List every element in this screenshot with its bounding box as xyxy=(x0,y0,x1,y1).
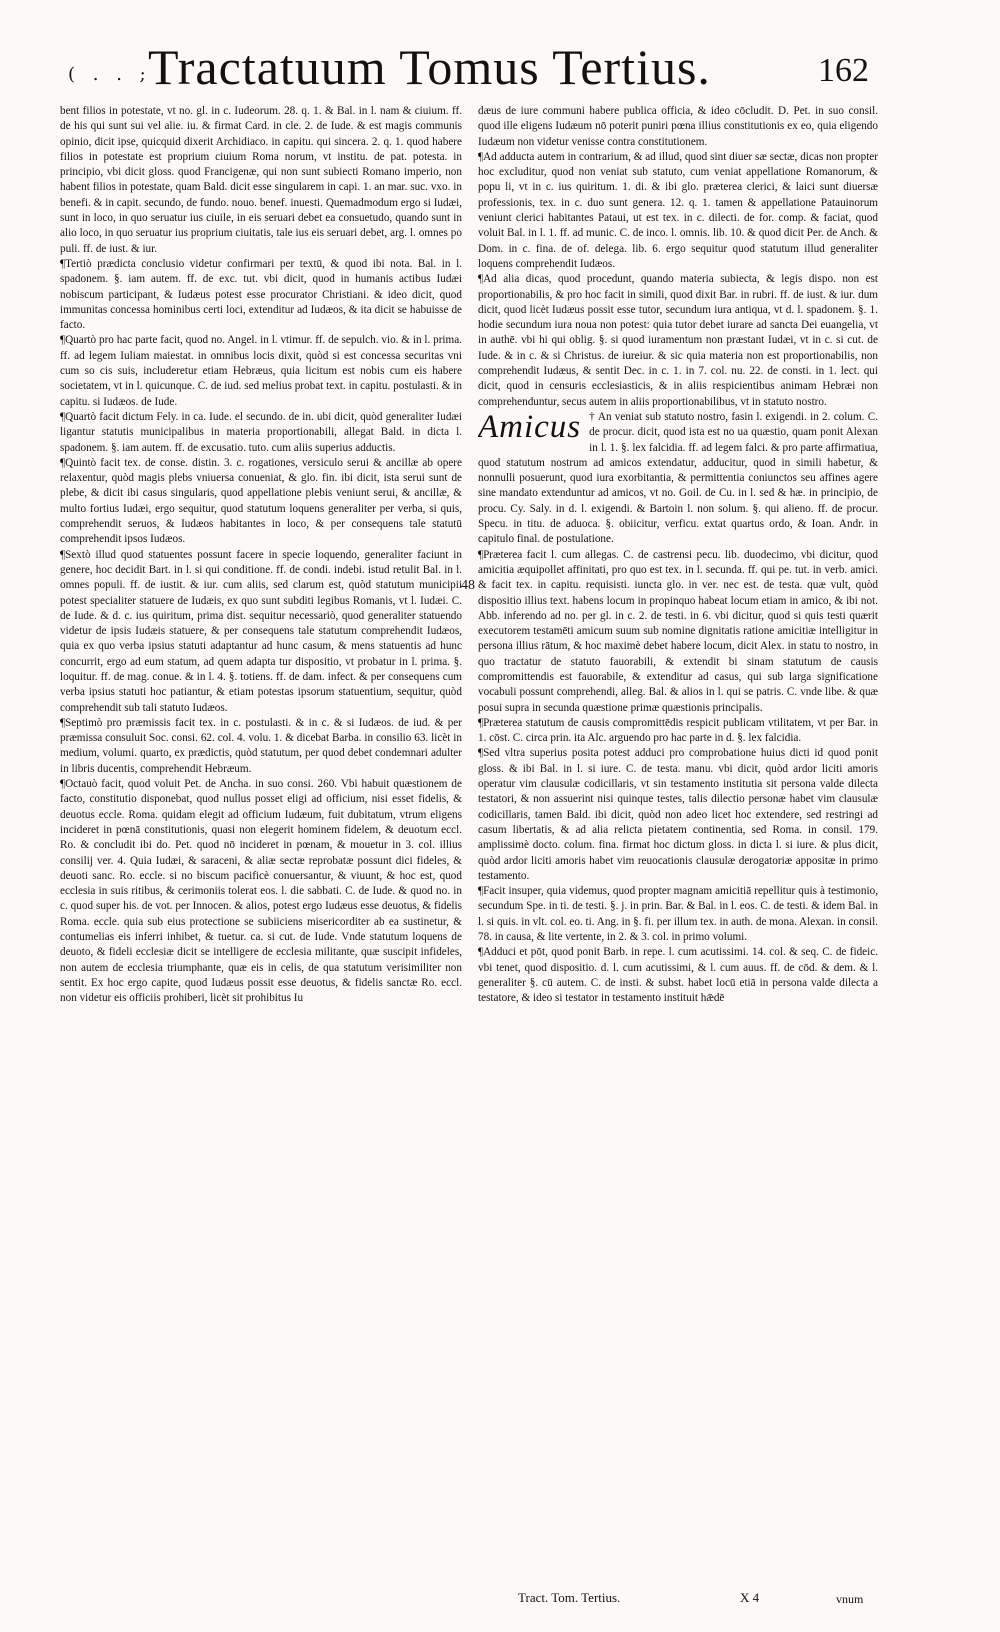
left-paragraph: ¶Quintò facit tex. de conse. distin. 3. c. rogationes, versiculo serui & ancillæ ab opere relaxentur, quòd magis plebs vniuersa conueniat, & glo. fin. ibi dicit, ista serui sunt de plebe, & dicit ibi casus singularis, quod appellatione plebis veniunt serui, & ancillæ, & multo fortius Iudæi, ergo sequitur, quod statutum loquens generaliter per verba, si quis, comprehendit seruos, & Iudæos habitantes in loco, & per consequens tale statutū comprehendit ipsos Iudæos. xyxy=(60,456,462,546)
left-paragraph: ¶Tertiò prædicta conclusio videtur confirmari per textū, & quod ibi nota. Bal. in l. spadonem. §. iam autem. ff. de exc. tut. vbi dicit, quod in humanis actibus Iudæi nobiscum participant, & Iudæus potest esse procurator Christiani. & ideo dicit, quod immunitas concessa hominibus certi loci, extenditur ad Iudæos, & ita dicit se habuisse de facto. xyxy=(60,257,462,332)
page-number: 162 xyxy=(818,52,869,89)
left-column xyxy=(60,104,462,1584)
signature-mark: X 4 xyxy=(740,1590,760,1605)
page-footer xyxy=(478,1590,878,1614)
left-paragraph: ¶Sextò illud quod statuentes possunt facere in specie loquendo, generaliter faciunt in genere, hoc decidit Bart. in l. si qui conditione. ff. de condi. indebi. istud retulit Bal. in l. omnes populi. ff. de iustit. & iur. cum aliis, sed clarum est, quòd statutum municipii potest specialiter statuere de Iudæis, ex quo sunt subditi legibus Romanis, vt l. Iudæi. C. de Iude. & d. c. ius quiritum, prima dist. sequitur necessariò, quod generaliter statuendo videtur de ipsis Iudæis statuere, & per consequens tale statutum comprehendit Iudæos, quia ex quo verba ipsius statuti adaptantur ad hunc casum, & mens statuentis ad hunc concurrit, ergo ad eum statum, ad quem adapta tur dispositio, vt probatur in l. prima. §. loquitur. ff. de mag. conue. & in l. 4. §. totiens. ff. de dam. infect. & per consequens cum verba ipsius statuti hoc patiantur, & etiam potestas ipsorum statuentium, sequitur, quòd comprehendit sub tali statuto Iudæos. xyxy=(60,548,462,714)
left-paragraph: bent filios in potestate, vt no. gl. in c. Iudeorum. 28. q. 1. & Bal. in l. nam & ciuium. ff. de his qui sunt sui vel alie. iu. & firmat Card. in cle. 2. de Iude. & est magis communis opinio, dicit ipse, quicquid dixerit Archidiaco. in capitu. qui sincera. 2. q. 1. quod habere filios in potestate est proprium ciuium Roma norum, vt institu. de pat. potesta. in principio, vbi dicit gloss. quod Francigenæ, qui non sunt subiecti Romano imperio, non habent filios in potestate, quam Bald. dicit esse singularem in capi. 1. an mar. suc. vxo. in benefi. & in capit. secundo, de fundo. nouo. benef. inuesti. Quemadmodum ergo si Iudæi, sunt in loco, in quo seruatur ius ciuile, in eis seruari debet ea consuetudo, quando sunt in alio loco, in quo seruatur ius proprium ciuitatis, tale ius eis seruari debet, arg. l. omnes po puli. ff. de iust. & iur. xyxy=(60,105,462,255)
right-column xyxy=(478,104,878,1584)
header-marks: ( . . ; xyxy=(68,64,152,85)
right-paragraph: ¶Ad adducta autem in contrarium, & ad illud, quod sint diuer sæ sectæ, dicas non propter hoc excluditur, quod non veniat sub statuto, cum veniat appellatione Romanorum, & popu li, vt in c. ius quiritum. 1. di. & ibi glo. præterea clerici, & laici sunt diuersæ professionis, tex. in c. duo sunt genera. 12. q. 1. tamen & appellatione Patauinorum veniunt clerici habitantes Pataui, ut est tex. in c. dilecti. de for. comp. & faciat, quod voluit Bal. in l. 1. ff. ad munic. C. de inco. l. omnis. lib. 10. & quod dicit Per. de Anch. & Dom. in c. fina. de of. delega. lib. 6. ergo sequitur quod statutum illud generaliter loquens comprehendit Iudæos. xyxy=(478,150,878,270)
catchword: vnum xyxy=(836,1592,864,1606)
left-paragraph: ¶Quartò pro hac parte facit, quod no. Angel. in l. vtimur. ff. de sepulch. vio. & in l. prima. ff. ad legem Iuliam maiestat. in omnibus locis dixit, quòd si est concessa securitas vni cum so cis suis, includeretur etiam Hebræus, quia licitum est nobis cum eis habere societatem, vt in l. quicunque. C. de iud. sed melius probat text. in capitu. postulasti. & in capitu. si Iudæos. de Iude. xyxy=(60,334,462,408)
amicus-heading: Amicus xyxy=(478,408,582,445)
amicus-section xyxy=(478,410,878,548)
left-paragraph: ¶Octauò facit, quod voluit Pet. de Ancha. in suo consi. 260. Vbi habuit quæstionem de facto, constitutio disponebat, quod nullus posset eligi ad officium, nisi esset fidelis, & deuotus eccle. Roma. quidam elegit ad officium Iudæum, fuit dubitatum, vtrum eligens incideret in pœnā constitutionis, quasi non elegerit hominem fidelem, & deuotum eccl. Ro. & concludit ibi do. Pet. quod nō incideret in pœnam, & mouetur in 3. col. illius consilij ver. 4. Quia Iudæi, & saraceni, & aliæ sectæ reprobatæ possunt dici fideles, & deuoti sanc. Ro. eccle. si no biscum pacificè conuersantur, & viuunt, & hoc est, quod ecclesia in suis ritibus, & cerimoniis tolerat eos. l. die sabbati. C. de Iude. & quod no. in c. quod super his. de vot. per Innocen. & alios, potest ergo Iudæus esse deuotus, & fidelis Roma. eccle. quia sub eius protectione se subiiciens misericorditer ab ea sustinetur, & contumelias eis inferri inhibet, & tuetur. ca. si cut. de Iude. Vnde statutum loquens de deuoto, & fideli ecclesiæ dicit se intelligere de ecclesia militante, quæ suscipit infideles, non autem de ecclesia triumphante, quæ eis in celis, de qua statutum verisimiliter non sentit. Ex hoc ergo capite, quod Iudæus possit esse deuotus, & fidelis sanctæ Ro. eccl. non videtur eis officiis prohiberi, licèt sit prohibitus Iu xyxy=(60,778,462,1005)
amicus-text: † An veniat sub statuto nostro, fasin l. exigendi. in 2. colum. C. de procur. dicit, quod ista est no ua quæstio, quam ponit Alexan in l. 1. §. lex falcidia. ff. ad legem falci. & pro parte affirmatiua, quod statutum nostrum ad amicos extendatur, adducitur, quod in simili habetur, & nonnulli posuerunt, quod iura exorbitantia, & permittentia coniunctos seu affines agere sine mandato extenduntur ad amicos, vt no. Goil. de Cu. in l. sed & hæ. in principio, de procu. Cy. Saly. in d. l. exigendi. & Bartoin l. non solum. §. qui alieno. ff. de procur. Specu. in titu. de aduoca. §. obiicitur, verficu. extat quartus ordo, & Ioan. Andr. in capitulo final. de postulatione. xyxy=(478,410,878,546)
left-paragraph: ¶Septimò pro præmissis facit tex. in c. postulasti. & in c. & si Iudæos. de iud. & per præmissa consuluit Soc. consi. 62. col. 4. volu. 1. & dicebat Barba. in consilio 63. licèt in medium, volumi. quarto, ex prædictis, quòd statutum, per quod debet condemnari adulter in libris ducentis, comprehendit Hebræum. xyxy=(60,716,462,775)
running-header xyxy=(0,30,1000,100)
right-paragraph: ¶Præterea facit l. cum allegas. C. de castrensi pecu. lib. duodecimo, vbi dicitur, quod amicitia æquipollet affinitati, pro quo est tex. in l. secunda. ff. qui pe. tut. in verb. amici. & facit tex. in capitu. requisisti. iuncta glo. in ver. nec est. de testa. quæ vult, quòd dispositio illius text. habens locum in propinquo habeat locum etiam in amico, & ibi not. Abb. inferendo ad no. per gl. in c. 2. de testi. in 6. vbi dicitur, quod si quis testi quærit executorem testamēti amicum suum sub nomine dignitatis ratione amicitiæ intelligitur in persona illius rātum, & hoc maximè debet habere locum, dicit Alex. in statu to nostro, in quo tractatur de statuto fauorabili, & extendit bi sinam statutum de causis compromittendis est fauorabile, & extenditur ad casus, qui sub larga significatione vocabuli possunt comprehendi, alleg. Bal. & alios in l. qui se patris. C. vnde libe. & quæ posui supra in secunda quæstione primæ quæstionis principalis. xyxy=(478,548,878,714)
right-paragraph: ¶Ad alia dicas, quod procedunt, quando materia subiecta, & legis dispo. non est proportionabilis, & pro hoc facit in simili, quod dixit Bar. in rubri. ff. de iust. & iur. dum dicit, quod licèt Iudæus possit esse tutor, secundum iura antiqua, vt d. l. spadonem. §. 1. hodie secundum iura noua non potest: quia tutor debet iurare ad sancta Dei euangelia, vt in authē. vbi hi qui oblig. §. si quod iuramentum non præstant Iudæi, vt in c. si cut. de Iude. & in c. & si Christus. de iureiur. & sic quia materia non est proportionabilis, non comprehendit Iudæus, & sentit Dec. in c. 1. in 7. col. nu. 22. de consti. in 1. lect. qui dicit, quod in censuris ecclesiasticis, & in aliis respicientibus animam Hebræi non comprehenduntur, secus autem in aliis proportionabilibus, vt in statuto nostro. xyxy=(478,273,878,408)
right-paragraph: ¶Facit insuper, quia videmus, quod propter magnam amicitiā repellitur quis à testimonio, secundum Spe. in ti. de testi. §. j. in prin. Bar. & Bal. in l. eos. C. de testi. & idem Bal. in l. si quis. in vlt. col. eo. ti. Ang. in §. fi. per illum tex. in auth. de mona. Alexan. in consil. 78. in causa, & lite vertente, in 2. & 3. col. in primo volumi. xyxy=(478,885,878,944)
right-paragraph: dæus de iure communi habere publica officia, & ideo cōcludit. D. Pet. in suo consil. quod ille eligens Iudæum nō poterit puniri pœna illius constitutionis ex eo, quia eligendo Iudæum non videtur venisse contra constitutionem. xyxy=(478,105,878,148)
right-paragraph: ¶Adduci et pōt, quod ponit Barb. in repe. l. cum acutissimi. 14. col. & seq. C. de fideic. vbi tenet, quod dispositio. d. l. cum acutissimi, & l. cum auus. ff. de cōd. & dem. & l. generaliter §. cū autem. C. de insti. & subst. habet locū etiā in persona valde dilecta a testatore, & ideo si testator in testamento instituit hǣdē xyxy=(478,946,878,1005)
right-paragraph: ¶Sed vltra superius posita potest adduci pro comprobatione huius dicti id quod ponit gloss. & ibi Bal. in l. si iure. C. de testa. manu. vbi dicit, quòd ardor liciti amoris operatur vim clausulæ codicillaris, vt sin testamento institutia sit persona valde dilecta testatori, & non assuerint nisi quinque testes, talis dilectio personæ habet vim clausulæ codicillaris, tamen Bald. ibi dicit, quòd non adeo licet hoc extendere, sed restringi ad casum libertatis, & ad alia relicta pietatem continentia, sed Roma. in consil. 179. amplissimè docto. colum. fina. firmat hoc dictum gloss. in dicta l. si iure. & plus dicit, quòd ardor liciti amoris habet vim reuocationis clausulæ derogatoriæ appositæ in primo testamento. xyxy=(478,747,878,882)
running-title: Tractatuum Tomus Tertius. xyxy=(148,39,711,95)
left-paragraph: ¶Quartò facit dictum Fely. in ca. Iude. el secundo. de in. ubi dicit, quòd generaliter Iudæi ligantur statutis municipalibus in materia proportionabili, allegat Bald. in dicta l. spadonem. §. iam autem. ff. de excusatio. tuto. cum aliis superius adductis. xyxy=(60,410,462,454)
right-paragraph: ¶Præterea statutum de causis compromittēdis respicit publicam vtilitatem, vt per Bar. in 1. cōst. C. circa prin. ita Alc. arguendo pro hac parte in d. §. lex falcidia. xyxy=(478,716,878,745)
footer-title: Tract. Tom. Tertius. xyxy=(518,1590,621,1605)
margin-number: 48 xyxy=(461,578,475,593)
